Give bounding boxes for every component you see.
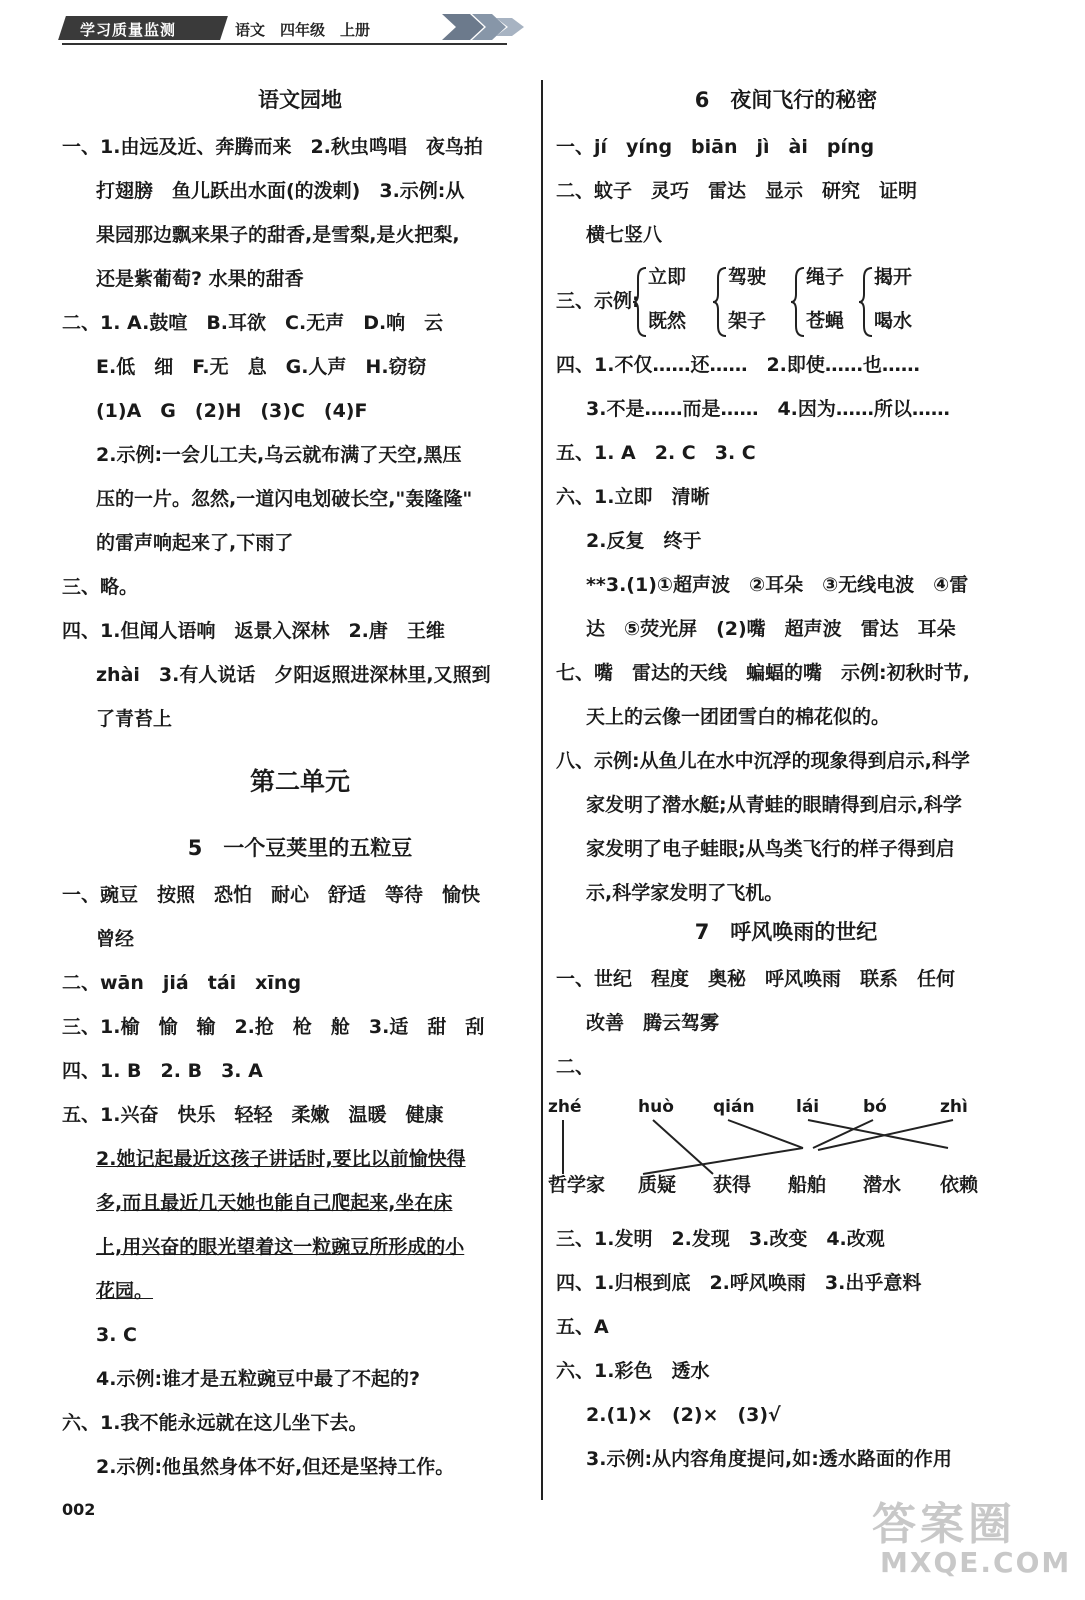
matching-lines: [548, 1118, 1018, 1176]
section-title: 7 呼风唤雨的世纪: [694, 920, 878, 944]
text-line: 3. C: [96, 1324, 137, 1346]
match-word: 获得: [713, 1174, 752, 1196]
text-line: 四、1.但闻人语响 返景入深林 2.唐 王维: [62, 620, 445, 642]
text-line: 六、1.彩色 透水: [556, 1360, 710, 1382]
text-line: 三、1.榆 愉 输 2.抢 枪 舱 3.适 甜 刮: [62, 1016, 485, 1038]
match-word: 潜水: [863, 1174, 902, 1196]
text-line: 三、1.发明 2.发现 3.改变 4.改观: [556, 1228, 885, 1250]
text-line: 二、蚊子 灵巧 雷达 显示 研究 证明: [556, 180, 918, 202]
text-line: 二、1. A.鼓喧 B.耳欲 C.无声 D.响 云: [62, 312, 444, 334]
subject-label: 语文 四年级 上册: [235, 21, 371, 39]
pinyin-label: bó: [863, 1097, 887, 1117]
matching-exercise: [548, 1092, 1018, 1202]
text-line: 压的一片。忽然,一道闪电划破长空,"轰隆隆": [96, 488, 473, 510]
underlined-line: 多,而且最近几天她也能自己爬起来,坐在床: [96, 1192, 453, 1214]
text-line: 六、1.我不能永远就在这儿坐下去。: [62, 1412, 368, 1434]
match-word: 船舶: [788, 1174, 827, 1196]
watermark-text: 答案圈: [872, 1499, 1016, 1550]
text-line: 六、1.立即 清晰: [556, 486, 710, 508]
example-word: 既然: [648, 310, 687, 332]
text-line: 二、: [556, 1056, 595, 1078]
text-line: 二、wān jiá tái xīng: [62, 972, 302, 994]
text-line: 四、1.不仅……还…… 2.即使……也……: [556, 354, 920, 376]
page-number: 002: [62, 1500, 96, 1519]
text-line: 四、1.归根到底 2.呼风唤雨 3.出乎意料: [556, 1272, 922, 1294]
unit-title: 第二单元: [249, 767, 350, 796]
example-word: 苍蝇: [806, 310, 845, 332]
text-line: zhài 3.有人说话 夕阳返照进深林里,又照到: [96, 664, 491, 686]
pinyin-label: zhì: [940, 1097, 968, 1117]
text-line: 2.示例:一会儿工夫,乌云就布满了天空,黑压: [96, 444, 462, 466]
example-word: 喝水: [874, 310, 913, 332]
text-line: 果园那边飘来果子的甜香,是雪梨,是火把梨,: [96, 224, 460, 246]
underlined-line: 上,用兴奋的眼光望着这一粒豌豆所形成的小: [96, 1236, 465, 1258]
text-line: 达 ⑤荧光屏 (2)嘴 超声波 雷达 耳朵: [586, 618, 956, 640]
text-line: 三、略。: [62, 576, 139, 598]
pinyin-label: lái: [796, 1097, 820, 1117]
text-line: 3.示例:从内容角度提问,如:透水路面的作用: [586, 1448, 952, 1470]
text-line: 了青苔上: [96, 708, 173, 730]
text-line: 七、嘴 雷达的天线 蝙蝠的嘴 示例:初秋时节,: [556, 662, 970, 684]
text-line: 家发明了电子蛙眼;从鸟类飞行的样子得到启: [586, 838, 955, 860]
series-title: 学习质量监测: [80, 21, 177, 39]
text-line: 四、1. B 2. B 3. A: [62, 1060, 263, 1082]
match-word: 哲学家: [548, 1174, 606, 1196]
example-word: 绳子: [806, 266, 845, 288]
text-line: 五、1. A 2. C 3. C: [556, 442, 756, 464]
text-line: 2.示例:他虽然身体不好,但还是坚持工作。: [96, 1456, 455, 1478]
watermark-logo: [872, 1488, 1072, 1588]
example-word: 立即: [648, 266, 687, 288]
text-line: 八、示例:从鱼儿在水中沉浮的现象得到启示,科学: [556, 750, 970, 772]
text-line: 2.(1)× (2)× (3)√: [586, 1404, 781, 1426]
text-line: 改善 腾云驾雾: [586, 1012, 720, 1034]
text-line: 天上的云像一团团雪白的棉花似的。: [586, 706, 891, 728]
text-line: 2.反复 终于: [586, 530, 702, 552]
underlined-line: 2.她记起最近这孩子讲话时,要比以前愉快得: [96, 1148, 466, 1170]
text-line: 的雷声响起来了,下雨了: [96, 532, 294, 554]
text-line: 曾经: [96, 928, 135, 950]
chevrons-icon: [442, 10, 532, 44]
text-line: 3.不是……而是…… 4.因为……所以……: [586, 398, 950, 420]
text-line: 横七竖八: [586, 224, 663, 246]
text-line: 4.示例:谁才是五粒豌豆中最了不起的?: [96, 1368, 421, 1390]
section-title: 6 夜间飞行的秘密: [694, 88, 878, 112]
text-line: 一、jí yíng biān jì ài píng: [556, 136, 875, 158]
text-line: 一、世纪 程度 奥秘 呼风唤雨 联系 任何: [556, 968, 956, 990]
text-line: 五、A: [556, 1316, 609, 1338]
underlined-line: 花园。: [96, 1280, 154, 1302]
text-line: 一、1.由远及近、奔腾而来 2.秋虫鸣唱 夜鸟拍: [62, 136, 483, 158]
pinyin-label: huò: [638, 1097, 674, 1117]
column-divider: [541, 80, 543, 1500]
text-line: 还是紫葡萄? 水果的甜香: [96, 268, 304, 290]
text-line: 一、豌豆 按照 恐怕 耐心 舒适 等待 愉快: [62, 884, 481, 906]
text-line: 家发明了潜水艇;从青蛙的眼睛得到启示,科学: [586, 794, 962, 816]
text-line: 打翅膀 鱼儿跃出水面(的泼剌) 3.示例:从: [96, 180, 465, 202]
match-word: 依赖: [940, 1174, 979, 1196]
example-word: 架子: [728, 310, 767, 332]
header-rule: [62, 43, 507, 45]
watermark-url: MXQE.COM: [880, 1546, 1072, 1579]
text-line: **3.(1)①超声波 ②耳朵 ③无线电波 ④雷: [586, 574, 969, 596]
text-line: 示,科学家发明了飞机。: [586, 882, 784, 904]
text-line: 五、1.兴奋 快乐 轻轻 柔嫩 温暖 健康: [62, 1104, 444, 1126]
page-header: [62, 10, 532, 44]
example-word: 揭开: [874, 266, 913, 288]
text-line: E.低 细 F.无 息 G.人声 H.窃窃: [96, 356, 427, 378]
example-prefix: 三、示例:: [556, 290, 640, 312]
example-word: 驾驶: [728, 266, 767, 288]
example-pairs: [556, 260, 1016, 350]
section-title: 5 一个豆荚里的五粒豆: [187, 836, 413, 860]
match-word: 质疑: [638, 1174, 677, 1196]
text-line: (1)A G (2)H (3)C (4)F: [96, 400, 368, 422]
pinyin-label: zhé: [548, 1097, 582, 1117]
pinyin-label: qián: [713, 1097, 755, 1117]
section-title: 语文园地: [258, 88, 342, 112]
